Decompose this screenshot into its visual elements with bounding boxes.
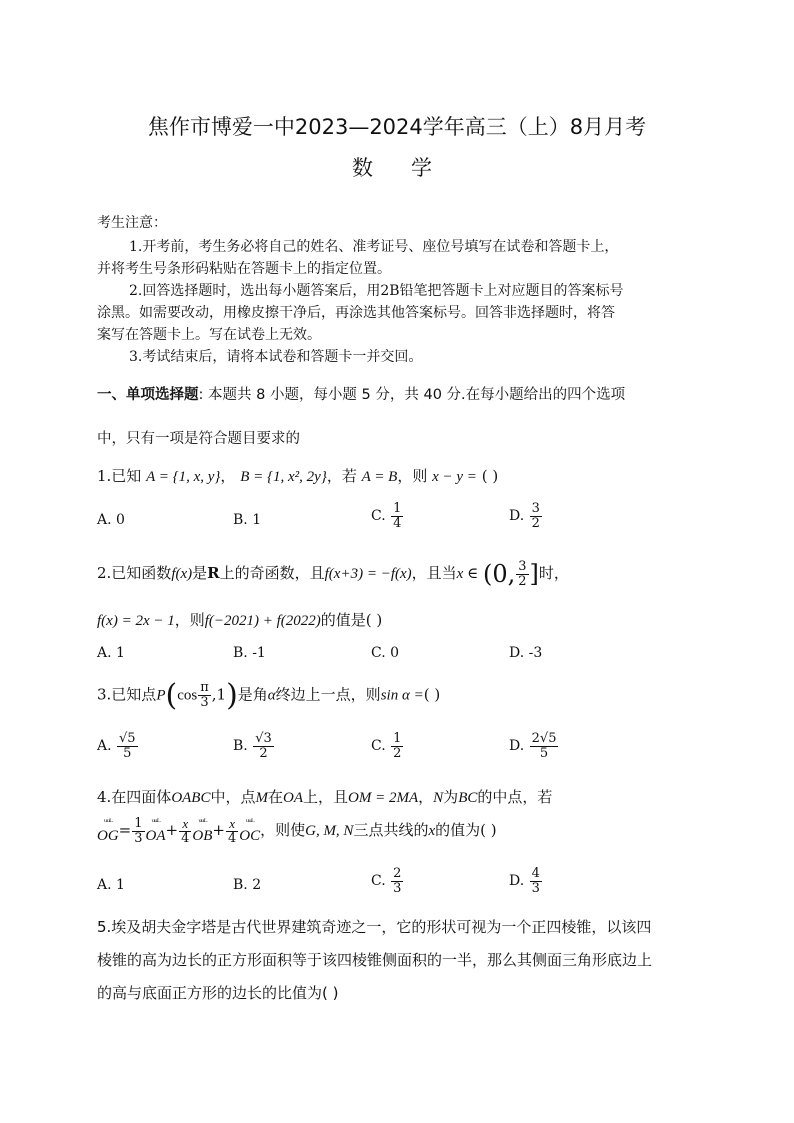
q2-option-b: B. -1 [233,645,266,661]
q2-stem-line2 [97,609,382,630]
q2-interval-num: 3 [518,559,527,574]
q3-sin-expr: sin α = [380,687,424,704]
q4-option-d-den: 3 [531,880,540,896]
q2-fx: f(x) [171,566,193,583]
q4-t2: 在 [268,788,284,806]
notice-item1-line1: 1.开考前，考生务必将自己的姓名、准考证号、座位号填写在试卷和答题卡上， [129,239,619,255]
q3-option-a-num: √5 [119,731,136,746]
q5-line3: 的高与底面正方形的边长的比值为( ) [97,984,339,1002]
q4-ob-vec: OB [192,827,213,844]
q2-interval-open: (0, [482,560,516,589]
q2-option-a: A. 1 [97,645,125,661]
q4-eq2: = [118,821,132,840]
subject-title [352,152,434,182]
q4-c1-den: 3 [134,830,143,846]
q4-vec-mark-oa: ᵘᵘᴸ [151,817,160,828]
q3-text2: 终边上一点，则 [275,685,381,704]
q1-option-c-num: 1 [393,501,402,516]
q4-option-c-den: 3 [393,880,402,896]
q3-pi-den: 3 [200,695,209,710]
q1-set-a: A = {1, x, y} [146,469,221,485]
q4-option-d-label: D. [509,873,525,890]
q4-t7: ，则使 [260,821,306,840]
q2-text2: 上的奇函数，且 [219,564,325,583]
q4-bc: BC [458,790,478,806]
q2-text4: 时， [538,564,569,583]
q4-stem-text: 4.在四面体 [97,788,172,806]
q1-sep: ， [220,467,236,485]
q3-paren-open: ( [165,678,178,713]
q4-t3: 上，且 [303,788,349,806]
q3-option-a-label: A. [97,738,112,755]
q3-alpha: α [267,687,276,704]
section1-heading: 一、单项选择题 [97,387,199,403]
notice-item2-line3: 案写在答题卡上。写在试卷上无效。 [97,327,321,343]
q4-plus-2: + [212,821,225,840]
q1-option-c-label: C. [371,508,386,525]
exam-title: 焦作市博爱一中2023—2024学年高三（上）8月月考 [147,115,647,139]
q2-interval-close: ] [529,560,539,589]
q2-line2-text: ，则 [174,611,205,629]
q4-option-c-label: C. [371,873,386,890]
q1-option-a: A. 0 [97,512,125,528]
q4-x: x [428,823,436,840]
q4-c3-num: x [226,817,238,832]
q3-text1: 是角 [237,685,268,704]
notice-item1-line2: 并将考生号条形码粘贴在答题卡上的指定位置。 [97,261,391,277]
q5-line2: 棱锥的高为边长的正方形面积等于该四棱锥侧面积的一半，那么其侧面三角形底边上 [97,951,653,969]
q3-pi-num: π [200,680,209,696]
q4-t9: 的值为( ) [435,821,497,840]
q3-option-c-label: C. [371,738,386,755]
q1-answer-paren: ( ) [481,467,499,485]
q4-om-eq: OM = 2MA [348,790,419,806]
q3-option-c-num: 1 [393,731,402,746]
q1-option-c-den: 4 [393,515,402,531]
q4-oa: OA [283,790,304,806]
q4-oc-vec: OC [239,827,261,844]
q4-t5: 为 [443,788,459,806]
q4-vec-mark-oc: ᵘᵘᴸ [245,817,254,828]
q4-m: M [255,790,268,806]
q1-option-d-den: 2 [531,515,540,531]
subject-char-2: 学 [411,156,434,180]
q2-x-in: x ∈ [456,566,479,583]
q1-cond: ，若 [326,467,357,485]
q3-option-b-num: √3 [255,731,272,746]
q4-c1-num: 1 [134,816,143,831]
subject-char-1: 数 [352,156,375,180]
q2-sum-expr: f(−2021) + f(2022) [204,613,321,629]
q4-option-a: A. 1 [97,877,125,893]
notice-item3: 3.考试结束后，请将本试卷和答题卡一并交回。 [129,349,423,365]
q2-stem-text: 2.已知函数 [97,564,172,583]
q2-real-set: R [207,564,220,583]
q4-stem-line1 [97,786,552,807]
notice-item2-line1: 2.回答选择题时，选出每小题答案后，用2B铅笔把答题卡上对应题目的答案标号 [129,283,624,299]
q2-interval-den: 2 [518,573,527,589]
q3-cos: cos [177,687,198,704]
q4-c3-den: 4 [227,830,237,846]
section1-line1 [97,383,625,404]
q4-option-c [371,867,404,895]
q4-option-b: B. 2 [233,877,262,893]
q4-vec-mark-ob: ᵘᵘᴸ [198,817,207,828]
q2-line2-text2: 的值是( ) [320,611,383,629]
q4-t8: 三点共线的 [353,821,429,840]
q3-option-c [371,732,404,760]
q3-option-a-den: 5 [123,745,132,761]
q4-n: N [433,790,444,806]
q3-option-d [509,732,559,760]
q3-option-b-label: B. [233,738,248,755]
q1-expr: x − y = [432,469,477,485]
q3-option-a [97,732,139,760]
q1-option-d-num: 3 [531,501,540,516]
q3-point-p: P [156,687,166,704]
q4-gmn: G, M, N [305,823,354,840]
q3-option-d-num: 2√5 [531,731,557,746]
q1-option-d [509,502,543,530]
q1-stem [97,465,498,486]
q1-set-b: B = {1, x², 2y} [240,469,327,485]
q4-vec-mark-og: ᵘᵘᴸ [103,817,112,828]
q4-t6: 的中点，若 [477,788,553,806]
q1-ask: ，则 [397,467,428,485]
notice-item2-line2: 涂黑。如需要改动，用橡皮擦干净后，再涂选其他答案标号。回答非选择题时，将答 [97,305,615,321]
q2-option-d: D. -3 [509,645,543,661]
q4-t1: 中，点 [210,788,256,806]
q3-option-d-label: D. [509,738,525,755]
q2-equation: f(x+3) = −f(x) [324,566,412,583]
q4-og: OG [97,827,119,844]
q2-text1: 是 [192,564,208,583]
q1-stem-text: 1.已知 [97,467,142,485]
q3-answer-paren: ( ) [423,685,441,704]
q3-option-c-den: 2 [393,745,402,761]
q1-eq: A = B [361,469,398,485]
q3-stem [97,678,440,713]
q4-stem-line2 [97,817,497,845]
q2-option-c: C. 0 [371,645,400,661]
q1-option-b: B. 1 [233,512,262,528]
q3-option-d-den: 5 [539,745,549,761]
q4-oabc: OABC [171,790,211,806]
q3-paren-close: ) [226,678,238,713]
q2-text3: ，且当 [411,564,457,583]
q2-stem-line1 [97,560,569,588]
notice-heading: 考生注意： [97,215,167,231]
section1-desc-line1: : 本题共 8 小题，每小题 5 分，共 40 分.在每小题给出的四个选项 [198,387,626,403]
q3-option-b [233,732,275,760]
q4-t4: ， [418,788,434,806]
q3-tail: ,1 [211,685,227,704]
q3-option-b-den: 2 [259,745,268,761]
q4-option-c-num: 2 [393,866,402,881]
q5-line1: 5.埃及胡夫金字塔是古代世界建筑奇迹之一，它的形状可视为一个正四棱锥，以该四 [97,918,652,936]
section1-desc-line2: 中，只有一项是符合题目要求的 [97,431,300,447]
q4-oa-vec: OA [145,827,166,844]
q4-plus-1: + [165,821,179,840]
q1-option-d-label: D. [509,508,525,525]
q4-c2-den: 4 [181,830,190,846]
q4-option-d [509,867,543,895]
q1-option-c [371,502,404,530]
q3-stem-text: 3.已知点 [97,685,157,704]
q4-option-d-num: 4 [531,866,540,881]
q4-c2-num: x [179,817,191,832]
q2-fx-def: f(x) = 2x − 1 [97,613,175,629]
